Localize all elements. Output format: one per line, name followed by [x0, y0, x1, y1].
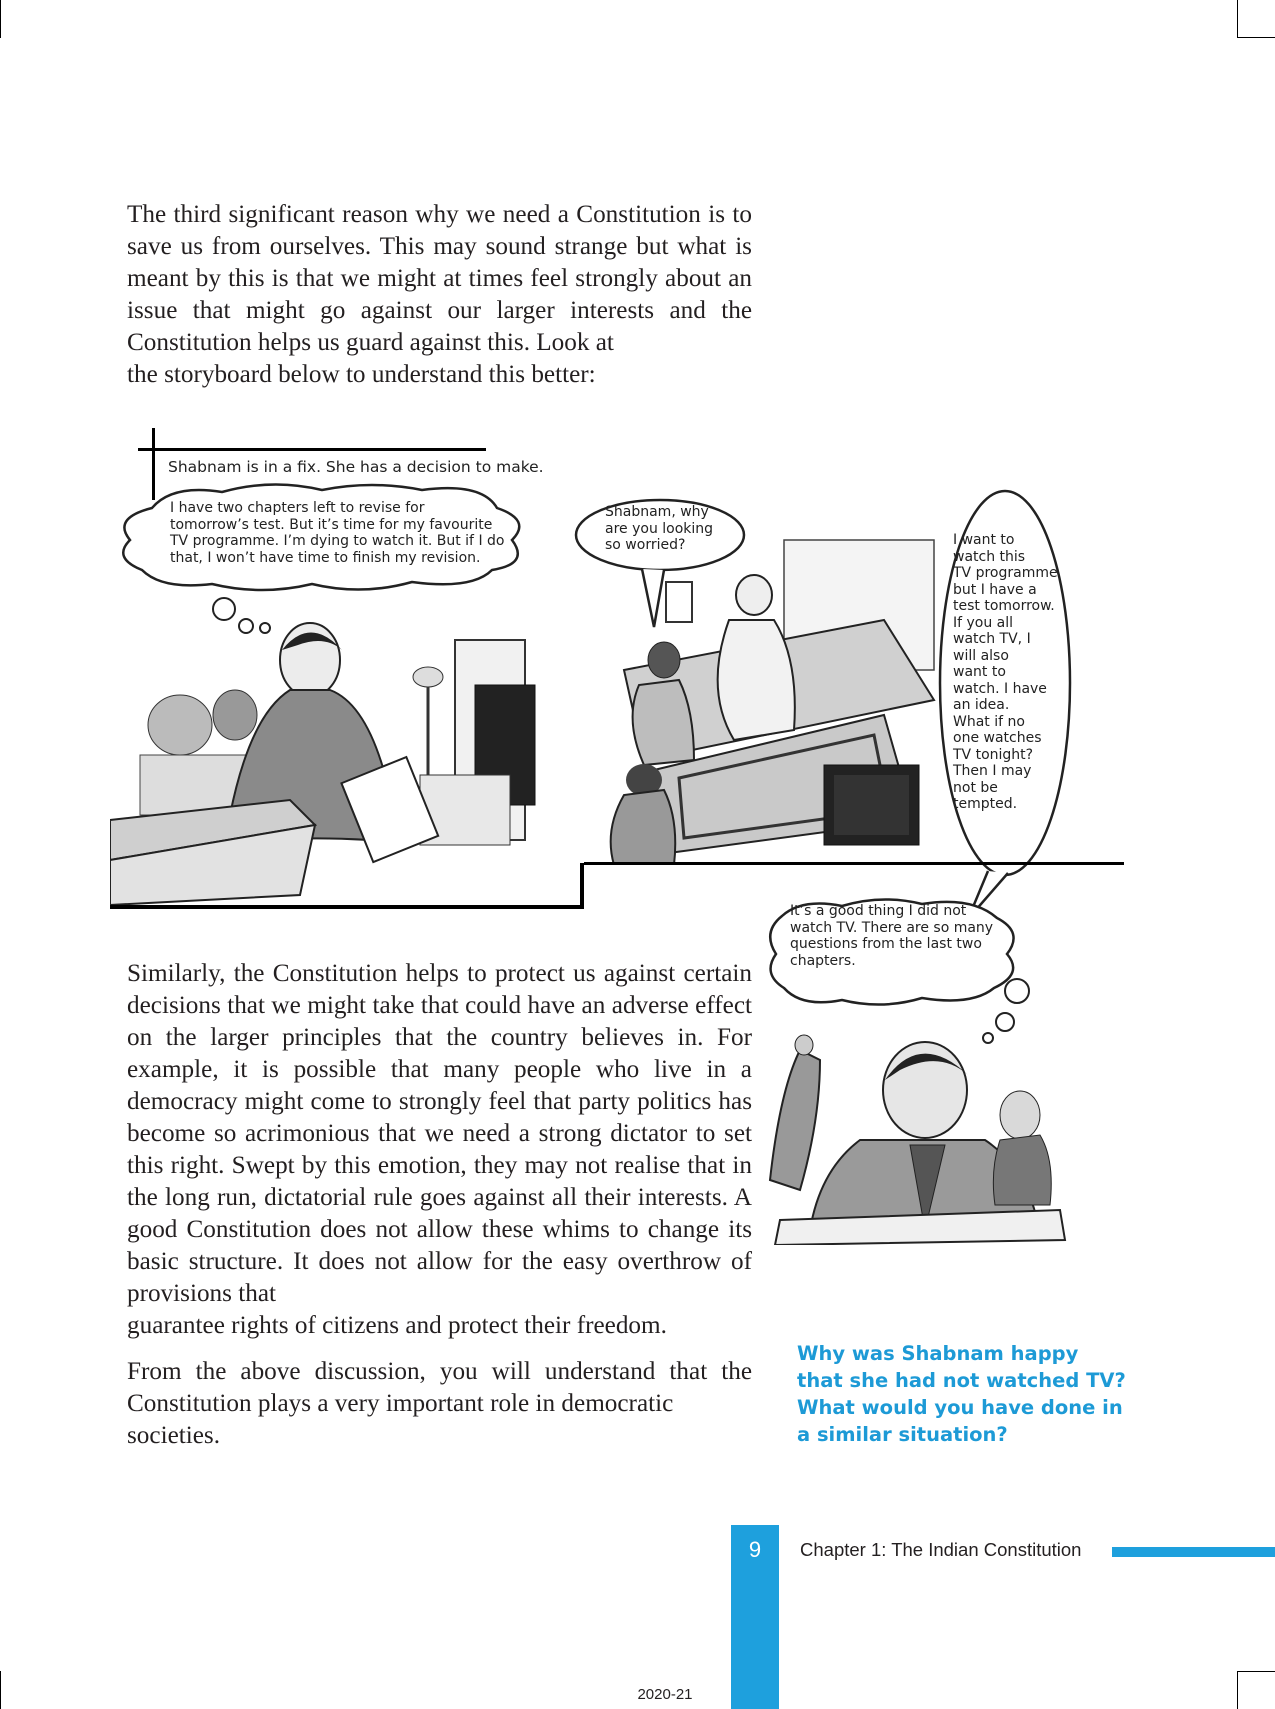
third-paragraph: From the above discussion, you will understand that the Constitution plays a very important role in democratic societies.: [127, 1358, 752, 1449]
chapter-title: Chapter 1: The Indian Constitution: [800, 1539, 1082, 1560]
panel-caption: Shabnam is in a fix. She has a decision to make.: [168, 458, 544, 476]
crop-mark: [1237, 1671, 1238, 1709]
sidebar-question: Why was Shabnam happy that she had not watched TV? What would you have done in a similar situation?: [797, 1342, 1126, 1446]
edition-year: 2020-21: [637, 1686, 693, 1703]
thought-bubble-text: I have two chapters left to revise for tomorrow’s test. But it’s time for my favourite TV programme. I’m dying to watch it. But if I do that, I won’t have time to finish my revision.: [170, 500, 505, 566]
final-thought-text: It’s a good thing I did not watch TV. There are so many questions from the last two chapters.: [790, 903, 994, 969]
crop-mark: [1237, 0, 1238, 38]
chapter-accent-bar: [1112, 1547, 1275, 1557]
second-paragraph: Similarly, the Constitution helps to protect us against certain decisions that we might take that could have an adverse effect on the larger principles that the country believes in. For example, it is possible that many people who live in a democracy might come to strongly feel that party politics has become so acrimonious that we need a strong dictator to set this right. Swept by this emotion, they may not realise that in the long run, dictatorial rule goes against all their interests. A good Constitution does not allow these whims to change its basic structure. It does not allow for the easy overthrow of provisions that guarantee rights of citizens and protect their freedom.: [127, 960, 752, 1339]
crop-mark: [0, 1671, 1, 1709]
panel-2-illustration: [584, 520, 944, 865]
panel-frame-line: [584, 862, 1124, 865]
panel-1-illustration: [110, 595, 590, 910]
panel-frame-line: [138, 448, 486, 451]
panel-frame-line: [110, 905, 584, 909]
page-number: 9: [748, 1537, 762, 1562]
intro-paragraph: The third significant reason why we need a Constitution is to save us from ourselves. This may sound strange but what is meant by this is that we might at times feel strongly about an issue that might go against our larger interests and the Constitution helps us guard against this. Look at the storyboard below to understand this better:: [127, 201, 752, 388]
panel-frame-line: [580, 863, 584, 909]
crop-mark: [1237, 1671, 1275, 1672]
speech-bubble-text: Shabnam, why are you looking so worried?: [605, 504, 714, 553]
shabnam-reply-text: I want to watch this TV programme but I have a test tomorrow. If you all watch TV, I will also want to watch. I have an idea. What if no one watches TV tonight? Then I may not be tempted.: [953, 532, 1058, 812]
crop-mark: [0, 0, 1, 38]
panel-3-illustration: [760, 1030, 1070, 1245]
crop-mark: [1237, 37, 1275, 38]
